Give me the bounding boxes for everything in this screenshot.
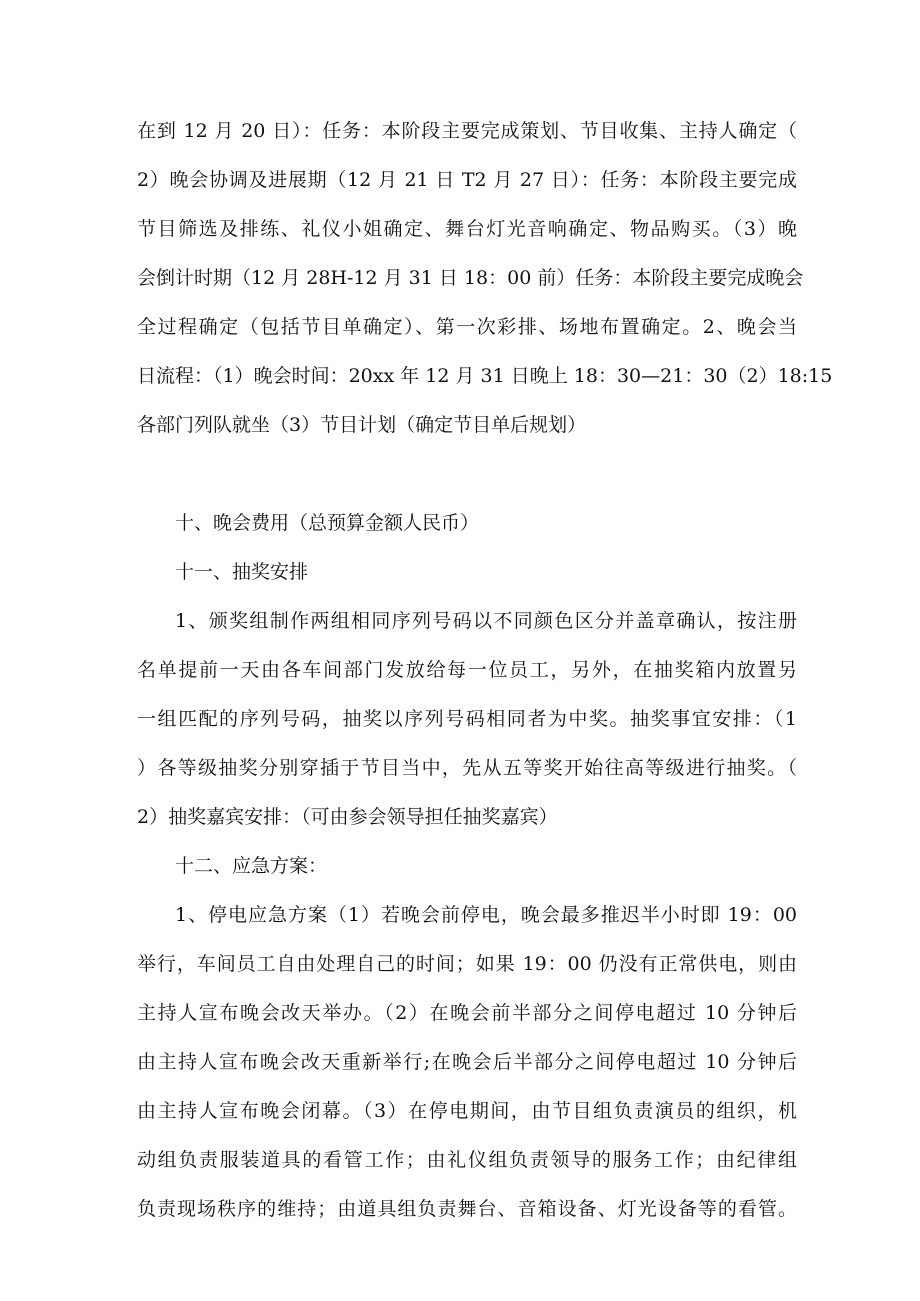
text-line: 节目筛选及排练、礼仪小姐确定、舞台灯光音响确定、物品购买。（3）晚 (137, 218, 797, 240)
text-line: 1、颁奖组制作两组相同序列号码以不同颜色区分并盖章确认，按注册 (175, 610, 797, 632)
text-line: 一组匹配的序列号码，抽奖以序列号码相同者为中奖。抽奖事宜安排：（1 (137, 708, 797, 730)
paragraph-emergency (137, 891, 797, 1234)
section-heading: 十、晚会费用（总预算金额人民币） (175, 512, 480, 534)
document-body (137, 107, 833, 1234)
section-heading: 十一、抽奖安排 (175, 561, 309, 583)
text-line: 会倒计时期（12 月 28H-12 月 31 日 18：00 前）任务：本阶段主要完成晚会 (137, 267, 804, 289)
paragraph-gap (137, 450, 797, 499)
text-line: ）各等级抽奖分别穿插于节目当中，先从五等奖开始往高等级进行抽奖。（ (137, 757, 797, 779)
text-line: 由主持人宣布晚会闭幕。（3）在停电期间，由节目组负责演员的组织，机 (137, 1100, 797, 1122)
text-line: 主持人宣布晚会改天举办。（2）在晚会前半部分之间停电超过 10 分钟后 (137, 1002, 797, 1024)
heading-lottery (137, 548, 797, 597)
text-line: 各部门列队就坐（3）节目计划（确定节目单后规划） (137, 414, 587, 436)
text-line: 1、停电应急方案（1）若晚会前停电，晚会最多推迟半小时即 19：00 (175, 904, 797, 926)
text-line: 举行，车间员工自由处理自己的时间；如果 19：00 仍没有正常供电，则由 (137, 953, 797, 975)
text-line: 负责现场秩序的维持；由道具组负责舞台、音箱设备、灯光设备等的看管。 (137, 1198, 797, 1220)
text-line: 2）抽奖嘉宾安排：（可由参会领导担任抽奖嘉宾） (137, 806, 558, 828)
text-line: 全过程确定（包括节目单确定）、第一次彩排、场地布置确定。2、晚会当 (137, 316, 797, 338)
text-line: 名单提前一天由各车间部门发放给每一位员工，另外，在抽奖箱内放置另 (137, 659, 797, 681)
paragraph-lottery (137, 597, 797, 842)
text-line: 在到 12 月 20 日）：任务：本阶段主要完成策划、节目收集、主持人确定（ (137, 120, 797, 142)
heading-budget (137, 499, 797, 548)
section-heading: 十二、应急方案： (175, 855, 328, 877)
text-line: 由主持人宣布晚会改天重新举行;在晚会后半部分之间停电超过 10 分钟后 (137, 1051, 797, 1073)
text-line: 日流程：（1）晚会时间：20xx 年 12 月 31 日晚上 18：30—21：30（2）18:15 (137, 365, 833, 387)
text-line: 动组负责服装道具的看管工作；由礼仪组负责领导的服务工作；由纪律组 (137, 1149, 797, 1171)
heading-emergency (137, 842, 797, 891)
text-line: 2）晚会协调及进展期（12 月 21 日 T2 月 27 日）：任务：本阶段主要完成 (137, 169, 797, 191)
paragraph-schedule (137, 107, 833, 450)
